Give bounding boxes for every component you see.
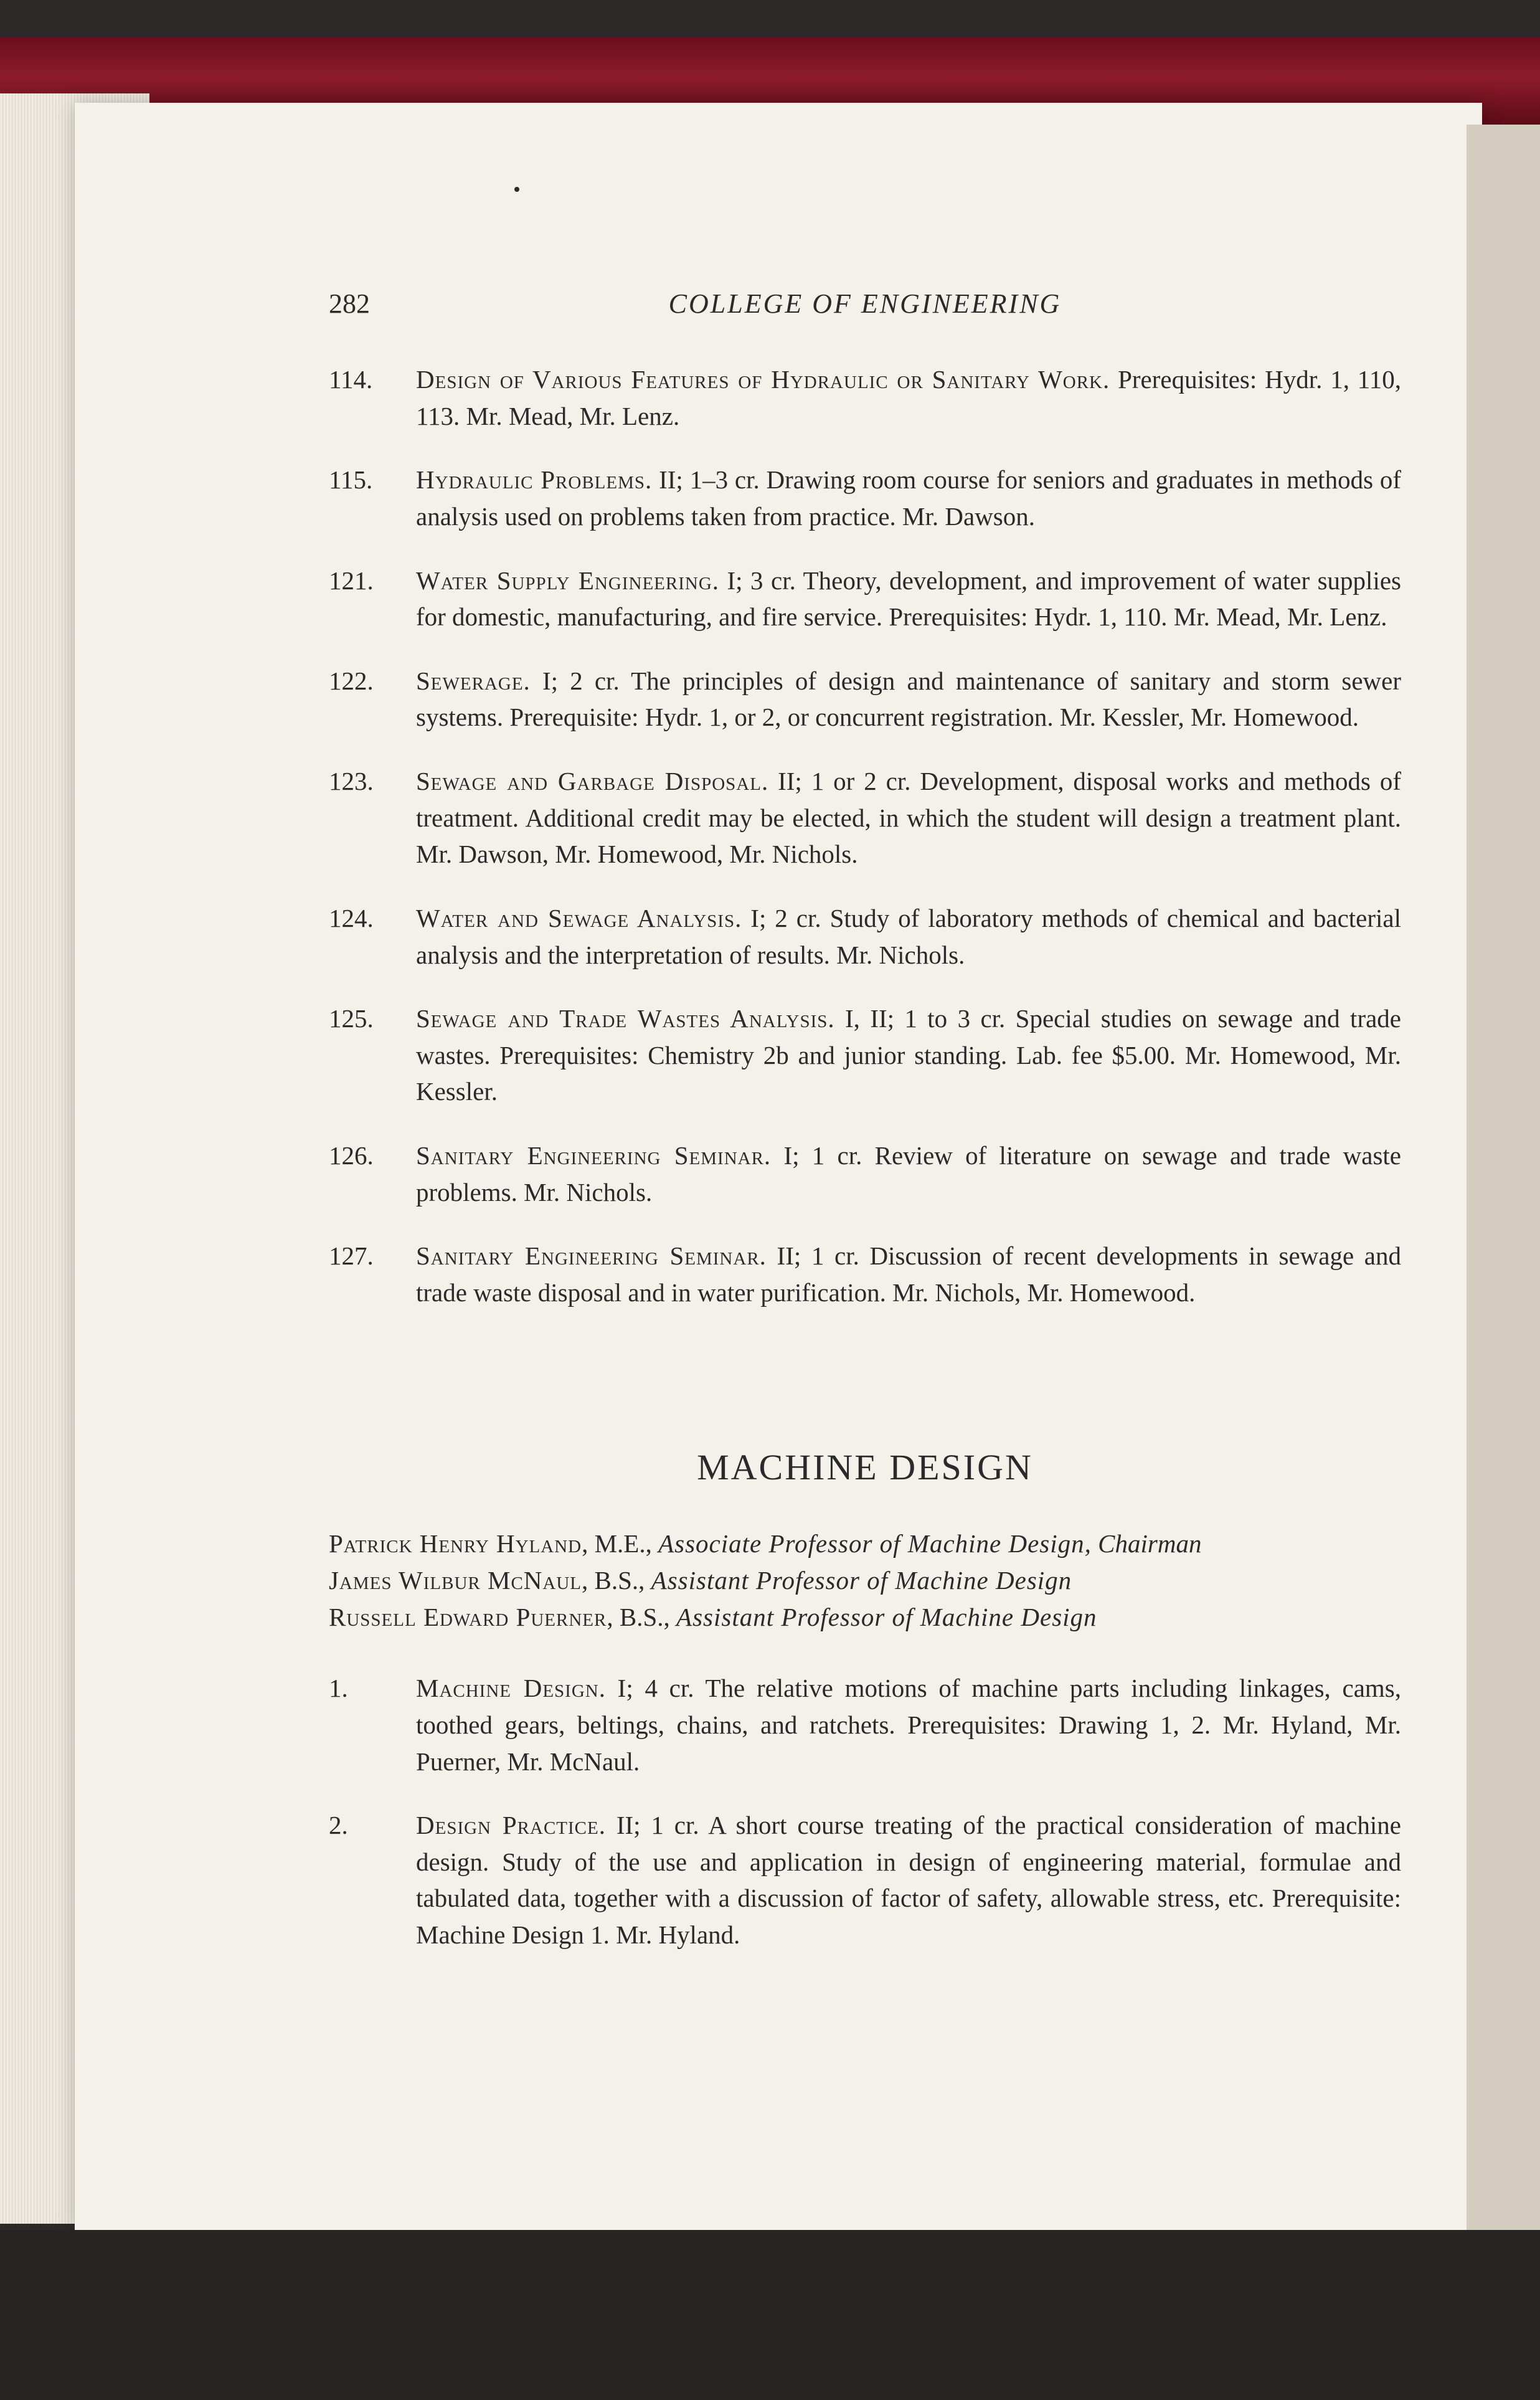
course-number: 115. bbox=[329, 465, 373, 495]
faculty-role: Associate Professor of Machine Design, bbox=[658, 1529, 1092, 1558]
running-title: COLLEGE OF ENGINEERING bbox=[668, 288, 1062, 319]
faculty-name: Russell Edward Puerner bbox=[329, 1602, 607, 1631]
course-entry bbox=[329, 1807, 1401, 1953]
course-title: Design Practice. bbox=[416, 1811, 606, 1840]
course-title: Hydraulic Problems. bbox=[416, 465, 653, 495]
background-surface bbox=[0, 2230, 1540, 2400]
section-heading: MACHINE DESIGN bbox=[697, 1446, 1033, 1487]
course-description: I, II; 1 to 3 cr. Special studies on sewage and trade wastes. Prerequisites: Chemistry 2b and junior standing. Lab. fee $5.00. Mr. Homewood, Mr. Kessler. bbox=[416, 1004, 1401, 1106]
course-title: Machine Design. bbox=[416, 1674, 606, 1703]
course-title: Sanitary Engineering Seminar. bbox=[416, 1241, 767, 1271]
course-title: Sewage and Garbage Disposal. bbox=[416, 767, 769, 795]
page-number: 282 bbox=[329, 288, 370, 319]
course-number: 1. bbox=[329, 1674, 348, 1703]
course-description: II; 1–3 cr. Drawing room course for seniors and graduates in methods of analysis used on problems taken from practice. Mr. Dawson. bbox=[416, 465, 1401, 531]
faculty-list bbox=[329, 1525, 1401, 1635]
course-description: I; 2 cr. Study of laboratory methods of chemical and bacterial analysis and the interpretation of results. Mr. Nichols. bbox=[416, 903, 1401, 969]
course-entry bbox=[329, 1670, 1401, 1780]
faculty-member bbox=[329, 1599, 1401, 1636]
course-description: II; 1 cr. A short course treating of the practical consideration of machine design. Study of the use and application in design of engineering material, formulae and tabulated data, together with a discussion of factor of safety, allowable stress, etc. Prerequisite: Machine Design 1. Mr. Hyland. bbox=[416, 1811, 1401, 1950]
course-entry bbox=[329, 361, 1401, 434]
course-title: Water and Sewage Analysis. bbox=[416, 903, 742, 932]
faculty-degree: , B.S., bbox=[607, 1602, 677, 1631]
course-description: I; 3 cr. Theory, development, and improvement of water supplies for domestic, manufacturing, and fire service. Prerequisites: Hydr. 1, 110. Mr. Mead, Mr. Lenz. bbox=[416, 566, 1401, 632]
faculty-role-suffix: Chairman bbox=[1091, 1529, 1202, 1558]
course-description: II; 1 or 2 cr. Development, disposal works and methods of treatment. Additional credit may be elected, in which the student will design a treatment plant. Mr. Dawson, Mr. Homewood, Mr. Nichols. bbox=[416, 767, 1401, 869]
course-number: 127. bbox=[329, 1241, 374, 1271]
faculty-name: James Wilbur McNaul bbox=[329, 1566, 582, 1595]
course-description: II; 1 cr. Discussion of recent developments in sewage and trade waste disposal and in water purification. Mr. Nichols, Mr. Homewood. bbox=[416, 1241, 1401, 1307]
course-entry bbox=[329, 462, 1401, 534]
course-description: I; 4 cr. The relative motions of machine parts including linkages, cams, toothed gears, beltings, chains, and ratchets. Prerequisites: Drawing 1, 2. Mr. Hyland, Mr. Puerner, Mr. McNaul. bbox=[416, 1674, 1401, 1776]
faculty-member bbox=[329, 1525, 1401, 1562]
course-number: 114. bbox=[329, 365, 373, 394]
faculty-name: Patrick Henry Hyland bbox=[329, 1529, 582, 1558]
course-description: Prerequisites: Hydr. 1, 110, 113. Mr. Mead, Mr. Lenz. bbox=[416, 365, 1402, 430]
course-entry bbox=[329, 763, 1401, 873]
course-number: 123. bbox=[329, 767, 374, 795]
course-list-machine-design bbox=[329, 1670, 1401, 1953]
faculty-degree: , M.E., bbox=[582, 1529, 659, 1558]
running-header bbox=[329, 288, 1401, 325]
faculty-member bbox=[329, 1562, 1401, 1599]
course-entry bbox=[329, 1000, 1401, 1110]
course-entry bbox=[329, 1238, 1401, 1311]
course-title: Sanitary Engineering Seminar. bbox=[416, 1141, 772, 1170]
course-number: 122. bbox=[329, 666, 374, 695]
course-entry bbox=[329, 900, 1401, 973]
course-title: Sewerage. bbox=[416, 666, 531, 695]
course-entry bbox=[329, 1137, 1401, 1210]
page-content bbox=[329, 361, 1401, 1981]
course-number: 124. bbox=[329, 903, 374, 932]
course-description: I; 2 cr. The principles of design and maintenance of sanitary and storm sewer systems. Prerequisite: Hydr. 1, or 2, or concurrent registration. Mr. Kessler, Mr. Homewood. bbox=[416, 666, 1401, 732]
course-title: Sewage and Trade Wastes Analysis. bbox=[416, 1004, 835, 1033]
course-list-sanitary bbox=[329, 361, 1401, 1311]
faculty-role: Assistant Professor of Machine Design bbox=[676, 1602, 1097, 1631]
course-description: I; 1 cr. Review of literature on sewage and trade waste problems. Mr. Nichols. bbox=[416, 1141, 1401, 1207]
course-number: 121. bbox=[329, 566, 374, 595]
faculty-role: Assistant Professor of Machine Design bbox=[651, 1566, 1072, 1595]
course-entry bbox=[329, 562, 1401, 635]
course-number: 125. bbox=[329, 1004, 374, 1033]
course-title: Water Supply Engineering. bbox=[416, 566, 720, 595]
course-entry bbox=[329, 663, 1401, 736]
facing-page-edge bbox=[1467, 125, 1540, 2230]
faculty-degree: , B.S., bbox=[582, 1566, 651, 1595]
course-title: Design of Various Features of Hydraulic or Sanitary Work. bbox=[416, 365, 1110, 394]
print-mark bbox=[514, 187, 519, 192]
course-number: 126. bbox=[329, 1141, 374, 1170]
course-number: 2. bbox=[329, 1811, 348, 1840]
